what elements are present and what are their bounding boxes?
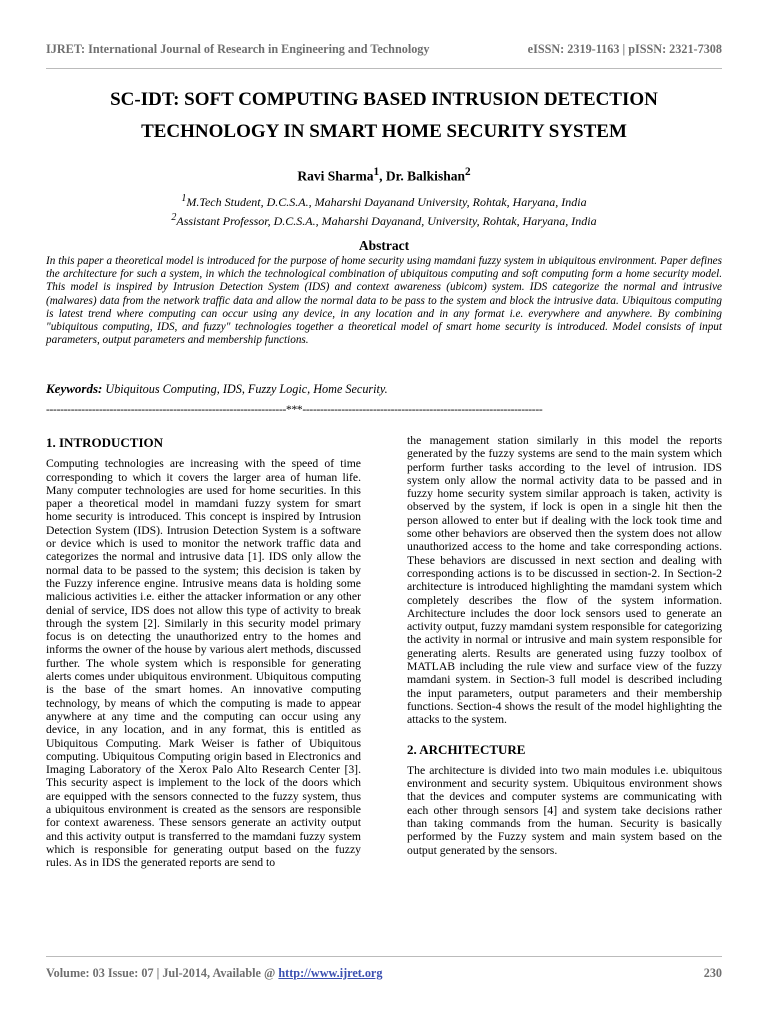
paper-title: [46, 84, 722, 148]
affiliation-1-sup: 1: [181, 193, 187, 204]
title-line-1: SC-IDT: SOFT COMPUTING BASED INTRUSION DETECTION: [110, 89, 658, 110]
abstract-text: In this paper a theoretical model is introduced for the purpose of home security using mamdani fuzzy system in ubiquitous environment. Paper defines the architecture for such a system, in which the technological combination of ubiquitous computing and soft computing form a home security model. This model is inspired by Intrusion Detection System (IDS) and context awareness (ubicom) system. IDS categorize the normal and intrusive (malwares) data from the network traffic data and allow the normal data to be pass to the system and block the intrusive data. Ubiquitous computing is latest trend where computing can occur using any device, in any location and in any format i.e. everywhere and anywhere. By combining "ubiquitous computing, IDS, and fuzzy" technologies together a theoretical model of smart home security is introduced. Model consists of input parameters, output parameters and membership functions.: [46, 255, 722, 347]
abstract-heading: Abstract: [358, 238, 410, 253]
architecture-paragraph: The architecture is divided into two main modules i.e. ubiquitous environment and security system. Ubiquitous environment shows that the devices and computer systems are communicating with each other through sensors [4] and system take decisions rather than taking commands from the human. Security is basically performed by the Fuzzy system and main system based on the output generated by the sensors.: [407, 763, 722, 857]
affiliation-2-text: Assistant Professor, D.C.S.A., Maharshi Dayanand, University, Rohtak, Haryana, India: [176, 214, 597, 228]
right-column: [407, 434, 722, 857]
journal-link[interactable]: http://www.ijret.org: [278, 966, 383, 980]
page-number: 230: [703, 966, 722, 980]
affiliation-1: [46, 191, 722, 210]
introduction-continued-paragraph: the management station similarly in this model the reports generated by the fuzzy systems are send to the main system which perform further tasks according to the level of intrusion. IDS system only allow the normal activity data to be passed and in fuzzy home security system similar approach is taken, activity is observed by the system, if lock is open in a single hit then the person allowed to enter but if dealing with the lock took time and some other behaviors are observed then the system does not allow unauthorized access to the home and take corresponding actions. These behaviors are discussed in next section and dealing with corresponding actions is to be discussed in section-2. In Section-2 architecture is introduced highlighting the mamdani system which completely describes the flow of the system information. Architecture includes the door lock sensors used to generate an activity output, fuzzy mamdani system responsible for categorizing the activity in normal or intrusive and main system responsible for generating alerts. Results are generated using fuzzy toolbox of MATLAB including the rule view and surface view of the fuzzy mamdani system. in Section-3 full model is described including the input parameters, output parameters and their membership functions. Section-4 shows the result of the model highlighting the attacks to the system.: [407, 434, 722, 727]
author-separator: ,: [379, 168, 386, 184]
affiliation-2: [46, 210, 722, 229]
running-header: [46, 42, 722, 57]
section-gap: [407, 727, 722, 743]
footer-volume-text: Volume: 03 Issue: 07 | Jul-2014, Available @: [46, 966, 279, 980]
affiliation-2-sup: 2: [171, 212, 177, 223]
footer-volume: [46, 966, 382, 981]
title-line-2: TECHNOLOGY IN SMART HOME SECURITY SYSTEM: [141, 121, 627, 142]
author-list: [46, 166, 722, 185]
keywords: [46, 381, 722, 397]
affiliations: [46, 191, 722, 229]
header-divider: [46, 68, 722, 69]
author-2: Dr. Balkishan: [385, 168, 465, 184]
keywords-text: Ubiquitous Computing, IDS, Fuzzy Logic, Home Security.: [102, 382, 388, 396]
footer-divider: [46, 956, 722, 957]
section-separator: --------------------------------------------------------------------***--------------------------------------------------------------------: [46, 404, 543, 416]
left-column: [46, 436, 361, 870]
author-1-sup: 1: [373, 166, 380, 178]
architecture-heading: 2. ARCHITECTURE: [407, 741, 526, 757]
journal-name: IJRET: International Journal of Research in Engineering and Technology: [46, 42, 430, 56]
introduction-heading: 1. INTRODUCTION: [46, 435, 164, 450]
running-footer: [46, 966, 722, 981]
affiliation-1-text: M.Tech Student, D.C.S.A., Maharshi Dayanand University, Rohtak, Haryana, India: [186, 195, 587, 209]
author-1: Ravi Sharma: [297, 168, 374, 184]
author-2-sup: 2: [464, 166, 471, 178]
introduction-paragraph: Computing technologies are increasing with the speed of time corresponding to which it covers the larger area of human life. Many computer technologies are used for home securities. In this paper a theoretical model in mamdani fuzzy system for smart home security is introduced. This concept is inspired by Intrusion Detection System (IDS). Intrusion Detection System is a software or device which is used to monitor the network traffic data and categorizes the normal and intrusive data [1]. IDS only allow the normal data to be passed to the system; this decision is taken by the Fuzzy inference engine. Intrusive means data is holding some malicious activities i.e. either the attacker information or any other denial of service, IDS does not allow this type of activity to break through the system [2]. Similarly in this security model primary focus is on detecting the unauthorized entry to the homes and informs the owner of the house by various alert methods, discussed further. The whole system which is responsible for generating alerts comes under ubiquitous environment. Ubiquitous computing is the base of the smart homes. An innovative computing technology, by means of which the computing is made to appear anywhere at any time and the computing can occur using any device, in any location, and in any format, this is entitled as Ubiquitous Computing. Mark Weiser is father of Ubiquitous computing. Ubiquitous Computing origin based in Electronics and Imaging Laboratory of the Xerox Palo Alto Research Center [3]. This security aspect is implement to the lock of the doors which are equipped with the sensors connected to the fuzzy system, thus a ubiquitous environment is created as the sensors are responsible for context awareness. These sensors generate an activity output and this activity output is transferred to the mamdani fuzzy system which is responsible for generating output based on the fuzzy rules. As in IDS the generated reports are send to: [46, 457, 361, 870]
keywords-label: Keywords:: [46, 381, 103, 396]
issn-info: eISSN: 2319-1163 | pISSN: 2321-7308: [527, 42, 722, 56]
